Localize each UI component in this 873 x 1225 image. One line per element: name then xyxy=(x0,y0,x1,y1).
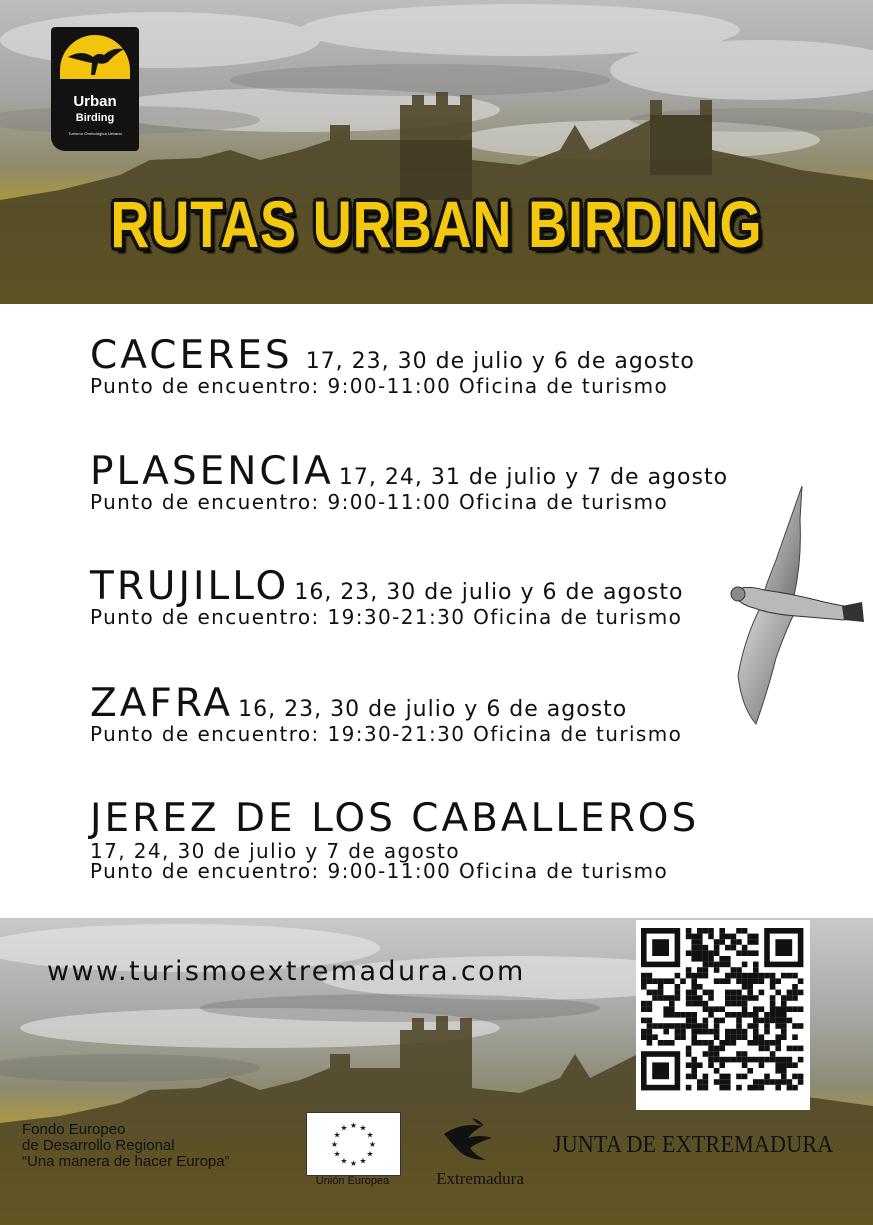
extremadura-bird-logo xyxy=(442,1116,494,1168)
route-plasencia xyxy=(90,449,728,514)
kestrel-bird-illustration xyxy=(724,480,869,730)
junta-de-extremadura: JUNTA DE EXTREMADURA xyxy=(553,1132,834,1158)
route-zafra xyxy=(90,681,682,746)
eu-star-icon: ★ xyxy=(349,1121,358,1130)
extremadura-label: Extremadura xyxy=(436,1169,524,1188)
eu-star-icon: ★ xyxy=(368,1140,377,1149)
eu-star-icon: ★ xyxy=(359,1156,367,1166)
route-dates: 17, 23, 30 de julio y 6 de agosto xyxy=(305,349,695,374)
route-name: TRUJILLO xyxy=(90,564,290,609)
eu-star-icon: ★ xyxy=(333,1130,341,1140)
eu-flag xyxy=(306,1112,401,1176)
eu-star-icon: ★ xyxy=(366,1130,374,1140)
route-meeting-point: Punto de encuentro: 19:30-21:30 Oficina de turismo xyxy=(90,605,683,629)
eu-star-icon: ★ xyxy=(333,1149,341,1159)
route-dates: 16, 23, 30 de julio y 6 de agosto xyxy=(294,580,684,605)
route-meeting-point: Punto de encuentro: 9:00-11:00 Oficina de turismo xyxy=(90,374,669,398)
feder-line-3: “Una manera de hacer Europa” xyxy=(22,1153,230,1170)
route-meeting-point: Punto de encuentro: 9:00-11:00 Oficina de turismo xyxy=(90,859,669,883)
feder-credit xyxy=(22,1122,230,1170)
qr-code[interactable] xyxy=(636,920,810,1110)
website-link[interactable]: www.turismoextremadura.com xyxy=(47,956,526,987)
falcon-icon xyxy=(60,35,130,79)
route-dates: 17, 24, 31 de julio y 7 de agosto xyxy=(338,465,729,490)
eu-star-icon: ★ xyxy=(349,1159,358,1168)
eu-star-icon: ★ xyxy=(359,1123,367,1133)
route-dates: 16, 23, 30 de julio y 6 de agosto xyxy=(238,697,628,722)
logo-text-urban: Urban xyxy=(73,93,117,110)
feder-line-1: Fondo Europeo xyxy=(22,1121,126,1138)
eu-star-icon: ★ xyxy=(340,1123,348,1133)
logo-tagline: Turismo Ornitológico Urbano xyxy=(68,131,122,136)
feder-line-2: de Desarrollo Regional xyxy=(22,1137,175,1154)
route-dates: 17, 24, 30 de julio y 7 de agosto xyxy=(90,839,460,863)
sun-shape xyxy=(60,35,130,79)
route-trujillo xyxy=(90,564,683,629)
poster-title: RUTAS URBAN BIRDING xyxy=(110,187,763,261)
route-name: CACERES xyxy=(90,333,293,378)
eu-label: Unión Europea xyxy=(315,1175,390,1187)
eu-star-icon: ★ xyxy=(340,1156,348,1166)
route-name: ZAFRA xyxy=(90,681,234,726)
route-name: PLASENCIA xyxy=(90,449,334,494)
route-jerez-de-los-caballeros xyxy=(90,796,699,883)
eu-stars-icon xyxy=(307,1113,400,1175)
route-caceres xyxy=(90,333,695,398)
route-meeting-point: Punto de encuentro: 19:30-21:30 Oficina de turismo xyxy=(90,722,683,746)
header-banner xyxy=(0,0,873,304)
footer-banner xyxy=(0,918,873,1225)
eu-star-icon: ★ xyxy=(330,1140,339,1149)
eu-star-icon: ★ xyxy=(366,1149,374,1159)
route-meeting-point: Punto de encuentro: 9:00-11:00 Oficina de turismo xyxy=(90,490,669,514)
urban-birding-logo xyxy=(51,27,139,151)
logo-text-birding: Birding xyxy=(75,112,115,124)
route-name: JEREZ DE LOS CABALLEROS xyxy=(90,796,700,841)
qr-code-pattern xyxy=(636,920,810,1110)
